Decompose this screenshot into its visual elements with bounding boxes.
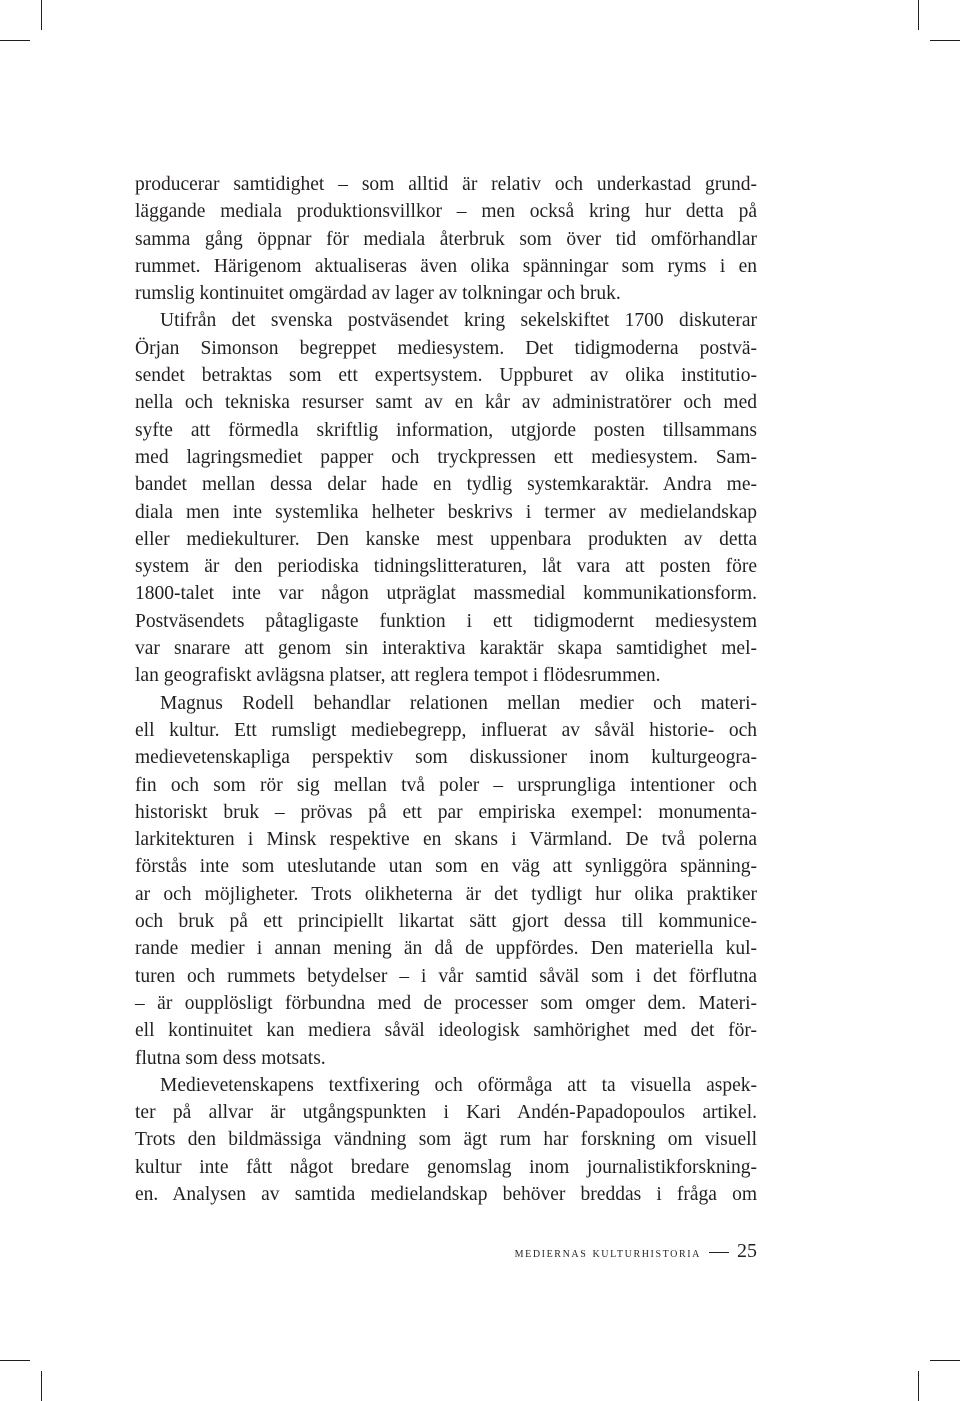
text-line: Örjan Simonson begreppet mediesystem. Det tidigmoderna postvä- (135, 337, 757, 359)
page-footer (515, 1240, 757, 1263)
text-line: med lagringsmediet papper och tryckpressen ett mediesystem. Sam- (135, 446, 757, 468)
text-line: diala men inte systemlika helheter beskrivs i termer av medielandskap (135, 501, 757, 523)
body-text (135, 171, 757, 1208)
text-line: turen och rummets betydelser – i vår samtid såväl som i det förflutna (135, 965, 757, 987)
text-line: syfte att förmedla skriftlig information, utgjorde posten tillsammans (135, 419, 757, 441)
text-line: Utifrån det svenska postväsendet kring sekelskiftet 1700 diskuterar (160, 310, 757, 332)
text-line: Medievetenskapens textfixering och oförmåga att ta visuella aspek- (160, 1074, 757, 1096)
text-line: historiskt bruk – prövas på ett par empiriska exempel: monumenta- (135, 801, 757, 823)
text-line: en. Analysen av samtida medielandskap behöver breddas i fråga om (135, 1183, 757, 1205)
text-line: rande medier i annan mening än då de uppfördes. Den materiella kul- (135, 938, 757, 960)
text-line: system är den periodiska tidningslitteraturen, låt vara att posten före (135, 556, 757, 578)
text-line: samma gång öppnar för mediala återbruk som över tid omförhandlar (135, 228, 757, 250)
text-line: ar och möjligheter. Trots olikheterna är det tydligt hur olika praktiker (135, 883, 757, 905)
crop-mark-bottom-right-h (930, 1360, 960, 1361)
text-line: bandet mellan dessa delar hade en tydlig systemkaraktär. Andra me- (135, 474, 757, 496)
text-line: ell kultur. Ett rumsligt mediebegrepp, influerat av såväl historie- och (135, 719, 757, 741)
paragraph (135, 307, 757, 689)
text-line: Postväsendets påtagligaste funktion i ett tidigmodernt mediesystem (135, 610, 757, 632)
crop-mark-bottom-right-v (918, 1371, 919, 1401)
crop-mark-bottom-left-v (41, 1371, 42, 1401)
text-line: och bruk på ett principiellt likartat sätt gjort dessa till kommunice- (135, 911, 757, 933)
text-line: Trots den bildmässiga vändning som ägt rum har forskning om visuell (135, 1129, 757, 1151)
text-line: fin och som rör sig mellan två poler – ursprungliga intentioner och (135, 774, 757, 796)
text-line: lan geografiskt avlägsna platser, att reglera tempot i flödesrummen. (135, 665, 661, 687)
text-line: flutna som dess motsats. (135, 1047, 326, 1069)
paragraph (135, 1072, 757, 1208)
text-line: producerar samtidighet – som alltid är relativ och underkastad grund- (135, 174, 757, 195)
footer-dash (709, 1252, 729, 1254)
crop-mark-bottom-left-h (0, 1360, 30, 1361)
text-line: sendet betraktas som ett expertsystem. Uppburet av olika institutio- (135, 365, 757, 387)
crop-mark-top-left-h (0, 40, 30, 41)
text-line: förstås inte som uteslutande utan som en väg att synliggöra spänning- (135, 856, 757, 878)
text-line: rumslig kontinuitet omgärdad av lager av tolkningar och bruk. (135, 283, 621, 305)
crop-mark-top-right-v (918, 0, 919, 30)
text-line: ter på allvar är utgångspunkten i Kari Andén-Papadopoulos artikel. (135, 1102, 757, 1124)
text-line: larkitekturen i Minsk respektive en skans i Värmland. De två polerna (135, 829, 757, 851)
text-line: nella och tekniska resurser samt av en kår av administratörer och med (135, 392, 757, 414)
text-line: Magnus Rodell behandlar relationen mellan medier och materi- (160, 692, 757, 714)
crop-mark-top-left-v (41, 0, 42, 30)
text-line: kultur inte fått något bredare genomslag inom journalistikforskning- (135, 1156, 757, 1178)
text-line: ell kontinuitet kan mediera såväl ideologisk samhörighet med det för- (135, 1020, 757, 1042)
text-line: – är oupplösligt förbundna med de processer som omger dem. Materi- (135, 992, 757, 1014)
text-line: 1800-talet inte var någon utpräglat massmedial kommunikationsform. (135, 583, 757, 605)
crop-mark-top-right-h (930, 40, 960, 41)
text-line: medievetenskapliga perspektiv som diskussioner inom kulturgeogra- (135, 747, 757, 769)
paragraph (135, 690, 757, 1072)
text-line: var snarare att genom sin interaktiva karaktär skapa samtidighet mel- (135, 638, 757, 660)
page-number: 25 (737, 1240, 757, 1262)
text-line: läggande mediala produktionsvillkor – men också kring hur detta på (135, 201, 757, 223)
text-line: eller mediekulturer. Den kanske mest uppenbara produkten av detta (135, 528, 757, 550)
text-line: rummet. Härigenom aktualiseras även olika spänningar som ryms i en (135, 255, 757, 277)
running-title: mediernas kulturhistoria (514, 1246, 701, 1261)
paragraph (135, 171, 757, 307)
